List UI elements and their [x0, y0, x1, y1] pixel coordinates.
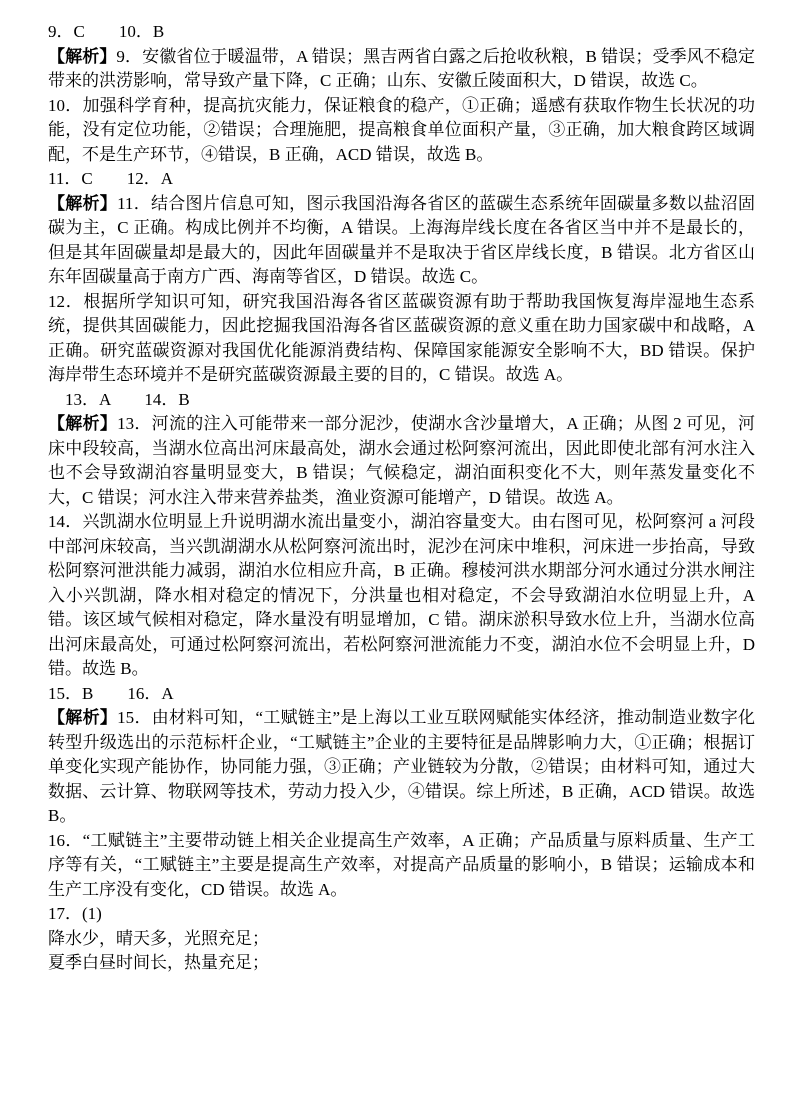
analysis-15 — [48, 706, 755, 829]
explanation-10: 10．加强科学育种，提高抗灾能力，保证粮食的稳产，①正确；遥感有获取作物生长状况的功能，没有定位功能，②错误；合理施肥，提高粮食单位面积产量，③正确，加大粮食跨区域调配，不是生产环节，④错误，B 正确，ACD 错误，故选 B。 — [48, 95, 755, 164]
explanation-12: 12．根据所学知识可知，研究我国沿海各省区蓝碳资源有助于帮助我国恢复海岸湿地生态系统，提供其固碳能力，因此挖掘我国沿海各省区蓝碳资源的意义重在助力国家碳中和战略，A 正确。研究蓝碳资源对我国优化能源消费结构、保障国家能源安全影响不大，BD 错误。保护海岸带生态环境并不是研究蓝碳资源最主要的目的，C 错误。故选 A。 — [48, 291, 755, 384]
answer-17-line-2: 夏季白昼时间长，热量充足； — [48, 953, 269, 972]
analysis-13 — [48, 412, 755, 510]
answers-line-15-16: 15．B 16．A — [48, 683, 174, 703]
answers-line-11-12: 11．C 12．A — [48, 169, 173, 188]
explanation-16: 16．“工赋链主”主要带动链上相关企业提高生产效率，A 正确；产品质量与原料质量、生产工序等有关，“工赋链主”主要是提高生产效率，对提高产品质量的影响小，B 错误；运输成本和生产工序没有变化，CD 错误。故选 A。 — [48, 830, 755, 899]
answers-line-13-14: 13．A 14．B — [65, 389, 190, 409]
analysis-11 — [48, 192, 755, 290]
analysis-9-text: 9．安徽省位于暖温带，A 错误；黑吉两省白露之后抢收秋粮，B 错误；受季风不稳定带来的洪涝影响，常导致产量下降，C 正确；山东、安徽丘陵面积大，D 错误，故选 C。 — [48, 46, 755, 90]
analysis-13-text: 13．河流的注入可能带来一部分泥沙，使湖水含沙量增大，A 正确；从图 2 可见，河床中段较高，当湖水位高出河床最高处，湖水会通过松阿察河流出，因此即使北部有河水注入也不会导致湖泊容量明显变大，B 错误；气候稳定，湖泊面积变化不大，则年蒸发量变化不大，C 错误；河水注入带来营养盐类，渔业资源可能增产，D 错误。故选 A。 — [48, 414, 756, 507]
analysis-label: 【解析】 — [48, 414, 118, 433]
analysis-label: 【解析】 — [48, 193, 118, 213]
analysis-11-text: 11．结合图片信息可知，图示我国沿海各省区的蓝碳生态系统年固碳量多数以盐沼固碳为主，C 正确。构成比例并不均衡，A 错误。上海海岸线长度在各省区当中并不是最长的，但是其年固碳量却是最大的，因此年固碳量并不是取决于省区岸线长度，B 错误。北方省区山东年固碳量高于南方广西、海南等省区，D 错误。故选 C。 — [48, 193, 755, 286]
answers-line-9-10: 9．C 10．B — [48, 22, 165, 41]
question-17-header: 17．(1) — [48, 904, 102, 923]
analysis-label: 【解析】 — [48, 708, 118, 727]
explanation-14: 14．兴凯湖水位明显上升说明湖水流出量变小，湖泊容量变大。由右图可见，松阿察河 a 河段中部河床较高，当兴凯湖湖水从松阿察河流出时，泥沙在河床中堆积，河床进一步抬高，导致松阿察河泄洪能力减弱，湖泊水位相应升高，B 正确。穆棱河洪水期部分河水通过分洪水闸注入小兴凯湖，降水相对稳定的情况下，分洪量也相对稳定，不会导致湖泊水位明显上升，A 错。该区域气候相对稳定，降水量没有明显增加，C 错。湖床淤积导致水位上升，当湖水位高出河床最高处，可通过松阿察河流出，若松阿察河泄流能力不变，湖泊水位不会明显上升，D 错。故选 B。 — [48, 512, 755, 678]
analysis-label: 【解析】 — [48, 46, 117, 66]
analysis-9 — [48, 45, 755, 94]
answer-17-line-1: 降水少，晴天多，光照充足； — [48, 928, 269, 948]
analysis-15-text: 15．由材料可知，“工赋链主”是上海以工业互联网赋能实体经济，推动制造业数字化转型升级选出的示范标杆企业，“工赋链主”企业的主要特征是品牌影响力大，①正确；根据订单变化实现产能协作，协同能力强，③正确；产业链较为分散，②错误；由材料可知，通过大数据、云计算、物联网等技术，劳动力投入少，④错误。综上所述，B 正确，ACD 错误。故选 B。 — [48, 708, 756, 825]
